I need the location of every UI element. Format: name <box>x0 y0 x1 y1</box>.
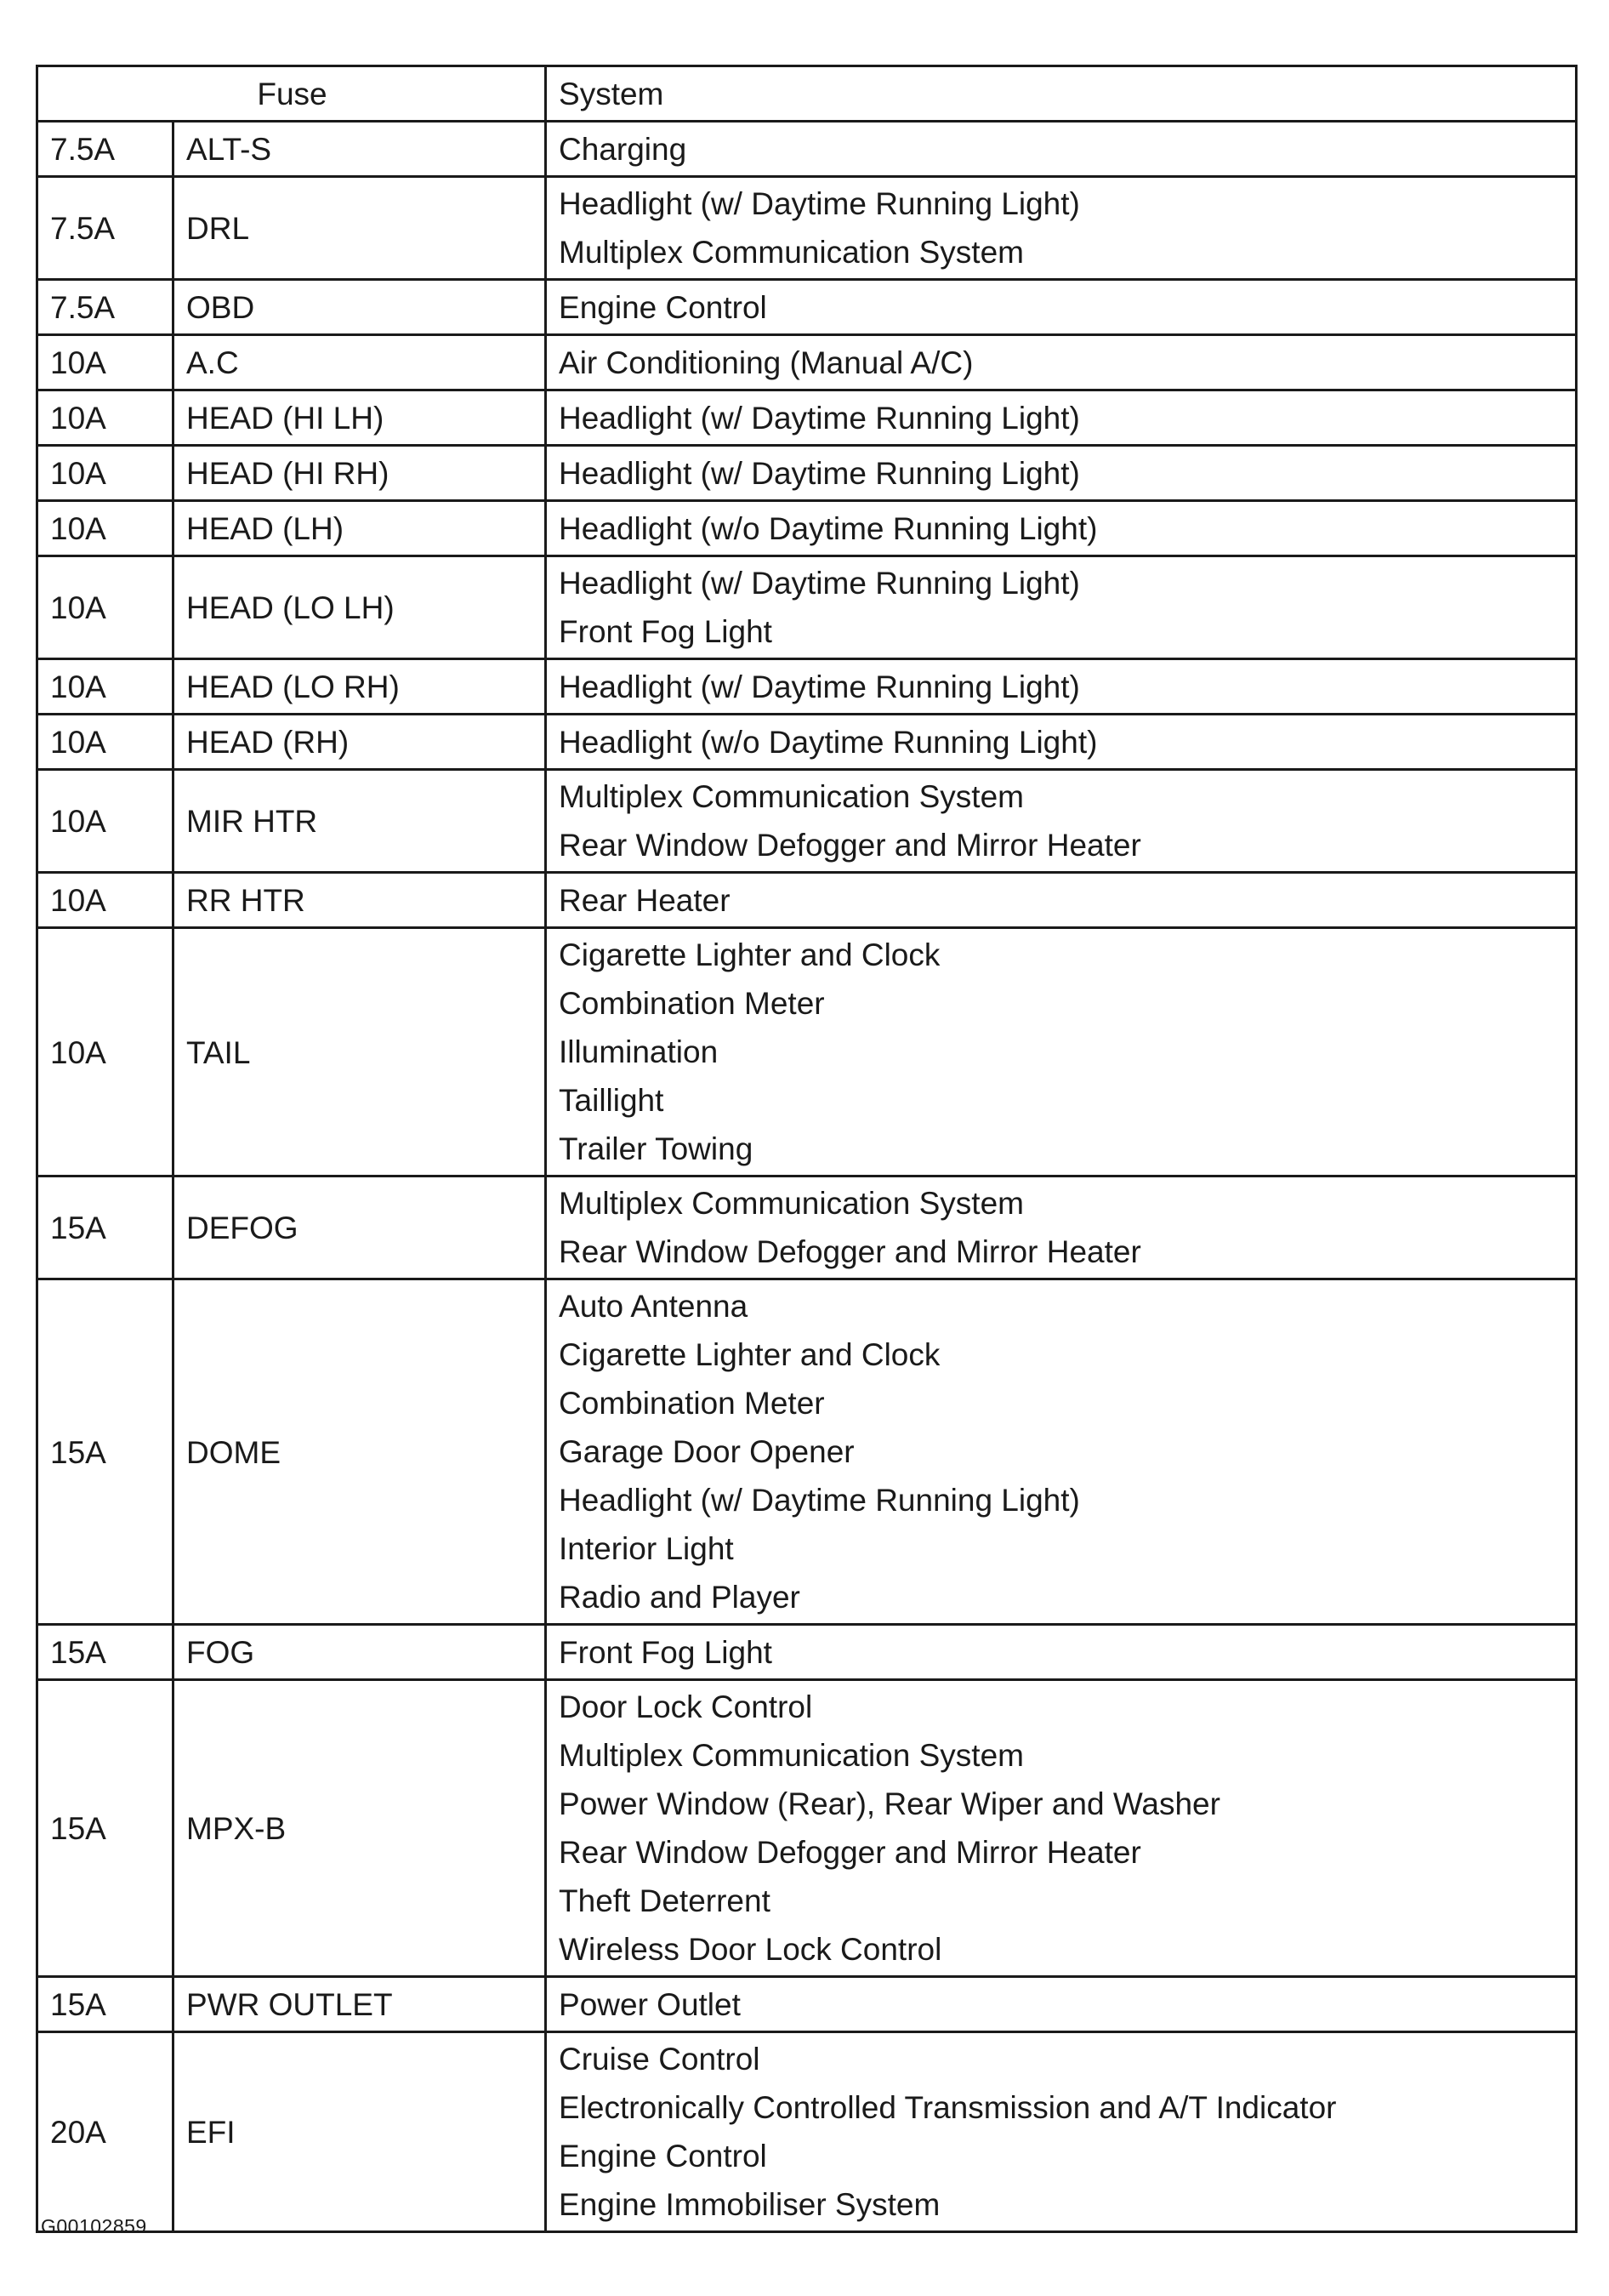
system-list <box>546 335 1577 390</box>
system-item: Auto Antenna <box>559 1289 748 1324</box>
fuse-rating: 15A <box>37 1176 173 1279</box>
table-row <box>37 1680 1577 1977</box>
system-item: Combination Meter <box>559 986 825 1021</box>
header-row <box>37 66 1577 122</box>
fuse-rating: 15A <box>37 1977 173 2032</box>
table-row <box>37 335 1577 390</box>
fuse-name: MIR HTR <box>173 770 546 873</box>
system-item: Cigarette Lighter and Clock <box>559 1337 941 1372</box>
fuse-rating: 20A <box>37 2032 173 2232</box>
fuse-name: HEAD (HI LH) <box>173 390 546 446</box>
fuse-rating: 7.5A <box>37 122 173 177</box>
fuse-rating: 7.5A <box>37 280 173 335</box>
table-row <box>37 1176 1577 1279</box>
system-item: Multiplex Communication System <box>559 1738 1024 1773</box>
system-item: Multiplex Communication System <box>559 235 1024 270</box>
system-item: Charging <box>559 131 687 167</box>
fuse-name: HEAD (LO RH) <box>173 659 546 715</box>
table-row <box>37 1625 1577 1680</box>
system-list <box>546 873 1577 928</box>
system-item: Headlight (w/ Daytime Running Light) <box>559 186 1080 221</box>
fuse-table-body <box>37 122 1577 2232</box>
system-list <box>546 928 1577 1176</box>
table-row <box>37 390 1577 446</box>
system-list <box>546 446 1577 501</box>
fuse-name: DEFOG <box>173 1176 546 1279</box>
system-list <box>546 1176 1577 1279</box>
fuse-name: TAIL <box>173 928 546 1176</box>
table-row <box>37 177 1577 280</box>
system-list <box>546 2032 1577 2232</box>
system-item: Cruise Control <box>559 2042 760 2077</box>
system-list <box>546 122 1577 177</box>
table-row <box>37 873 1577 928</box>
table-row <box>37 2032 1577 2232</box>
fuse-name: DRL <box>173 177 546 280</box>
system-item: Combination Meter <box>559 1386 825 1421</box>
system-item: Headlight (w/ Daytime Running Light) <box>559 669 1080 704</box>
fuse-rating: 10A <box>37 715 173 770</box>
system-item: Wireless Door Lock Control <box>559 1932 942 1967</box>
table-row <box>37 446 1577 501</box>
system-item: Headlight (w/o Daytime Running Light) <box>559 510 1098 546</box>
table-row <box>37 1279 1577 1625</box>
system-item: Rear Heater <box>559 882 731 918</box>
system-item: Radio and Player <box>559 1580 800 1615</box>
table-row <box>37 501 1577 556</box>
system-item: Rear Window Defogger and Mirror Heater <box>559 1234 1141 1269</box>
fuse-rating: 7.5A <box>37 177 173 280</box>
fuse-name: DOME <box>173 1279 546 1625</box>
fuse-rating: 15A <box>37 1625 173 1680</box>
fuse-name: MPX-B <box>173 1680 546 1977</box>
fuse-name: A.C <box>173 335 546 390</box>
fuse-name: HEAD (LH) <box>173 501 546 556</box>
fuse-rating: 15A <box>37 1680 173 1977</box>
system-list <box>546 390 1577 446</box>
system-item: Door Lock Control <box>559 1689 813 1724</box>
system-list <box>546 659 1577 715</box>
system-list <box>546 770 1577 873</box>
system-list <box>546 177 1577 280</box>
table-row <box>37 928 1577 1176</box>
system-item: Headlight (w/ Daytime Running Light) <box>559 566 1080 601</box>
system-item: Garage Door Opener <box>559 1434 855 1469</box>
fuse-name: HEAD (LO LH) <box>173 556 546 659</box>
fuse-rating: 10A <box>37 446 173 501</box>
system-item: Headlight (w/ Daytime Running Light) <box>559 400 1080 436</box>
system-item: Power Window (Rear), Rear Wiper and Washer <box>559 1786 1220 1821</box>
fuse-name: OBD <box>173 280 546 335</box>
fuse-column-header: Fuse <box>37 66 546 122</box>
fuse-name: HEAD (HI RH) <box>173 446 546 501</box>
system-item: Electronically Controlled Transmission and A/T Indicator <box>559 2090 1337 2125</box>
fuse-rating: 10A <box>37 873 173 928</box>
system-item: Power Outlet <box>559 1986 741 2022</box>
fuse-rating: 10A <box>37 770 173 873</box>
table-row <box>37 715 1577 770</box>
table-row <box>37 659 1577 715</box>
system-list <box>546 1279 1577 1625</box>
system-item: Rear Window Defogger and Mirror Heater <box>559 828 1141 863</box>
fuse-rating: 15A <box>37 1279 173 1625</box>
system-item: Engine Immobiliser System <box>559 2187 941 2222</box>
system-item: Rear Window Defogger and Mirror Heater <box>559 1835 1141 1870</box>
system-item: Illumination <box>559 1034 719 1069</box>
system-list <box>546 280 1577 335</box>
fuse-table-header <box>37 66 1577 122</box>
fuse-name: ALT-S <box>173 122 546 177</box>
system-item: Headlight (w/o Daytime Running Light) <box>559 724 1098 760</box>
figure-id-label: G00102859 <box>41 2215 147 2237</box>
table-row <box>37 556 1577 659</box>
system-item: Multiplex Communication System <box>559 779 1024 814</box>
system-item: Front Fog Light <box>559 1634 772 1670</box>
system-list <box>546 1977 1577 2032</box>
system-list <box>546 556 1577 659</box>
system-item: Headlight (w/ Daytime Running Light) <box>559 1483 1080 1518</box>
table-row <box>37 1977 1577 2032</box>
table-row <box>37 280 1577 335</box>
table-row <box>37 122 1577 177</box>
system-item: Theft Deterrent <box>559 1883 770 1918</box>
system-list <box>546 1625 1577 1680</box>
table-row <box>37 770 1577 873</box>
system-item: Interior Light <box>559 1531 734 1566</box>
system-list <box>546 501 1577 556</box>
system-column-header: System <box>546 66 1577 122</box>
system-list <box>546 1680 1577 1977</box>
fuse-name: RR HTR <box>173 873 546 928</box>
system-item: Multiplex Communication System <box>559 1186 1024 1221</box>
fuse-rating: 10A <box>37 335 173 390</box>
fuse-rating: 10A <box>37 390 173 446</box>
system-list <box>546 715 1577 770</box>
fuse-rating: 10A <box>37 556 173 659</box>
system-item: Headlight (w/ Daytime Running Light) <box>559 455 1080 491</box>
system-item: Cigarette Lighter and Clock <box>559 937 941 972</box>
system-item: Taillight <box>559 1083 664 1118</box>
fuse-table <box>36 65 1578 2233</box>
system-item: Engine Control <box>559 2139 767 2174</box>
system-item: Trailer Towing <box>559 1131 753 1166</box>
fuse-rating: 10A <box>37 659 173 715</box>
system-item: Air Conditioning (Manual A/C) <box>559 345 974 380</box>
fuse-rating: 10A <box>37 928 173 1176</box>
fuse-name: HEAD (RH) <box>173 715 546 770</box>
fuse-name: FOG <box>173 1625 546 1680</box>
system-item: Front Fog Light <box>559 614 772 649</box>
system-item: Engine Control <box>559 289 767 325</box>
fuse-rating: 10A <box>37 501 173 556</box>
fuse-name: PWR OUTLET <box>173 1977 546 2032</box>
fuse-name: EFI <box>173 2032 546 2232</box>
